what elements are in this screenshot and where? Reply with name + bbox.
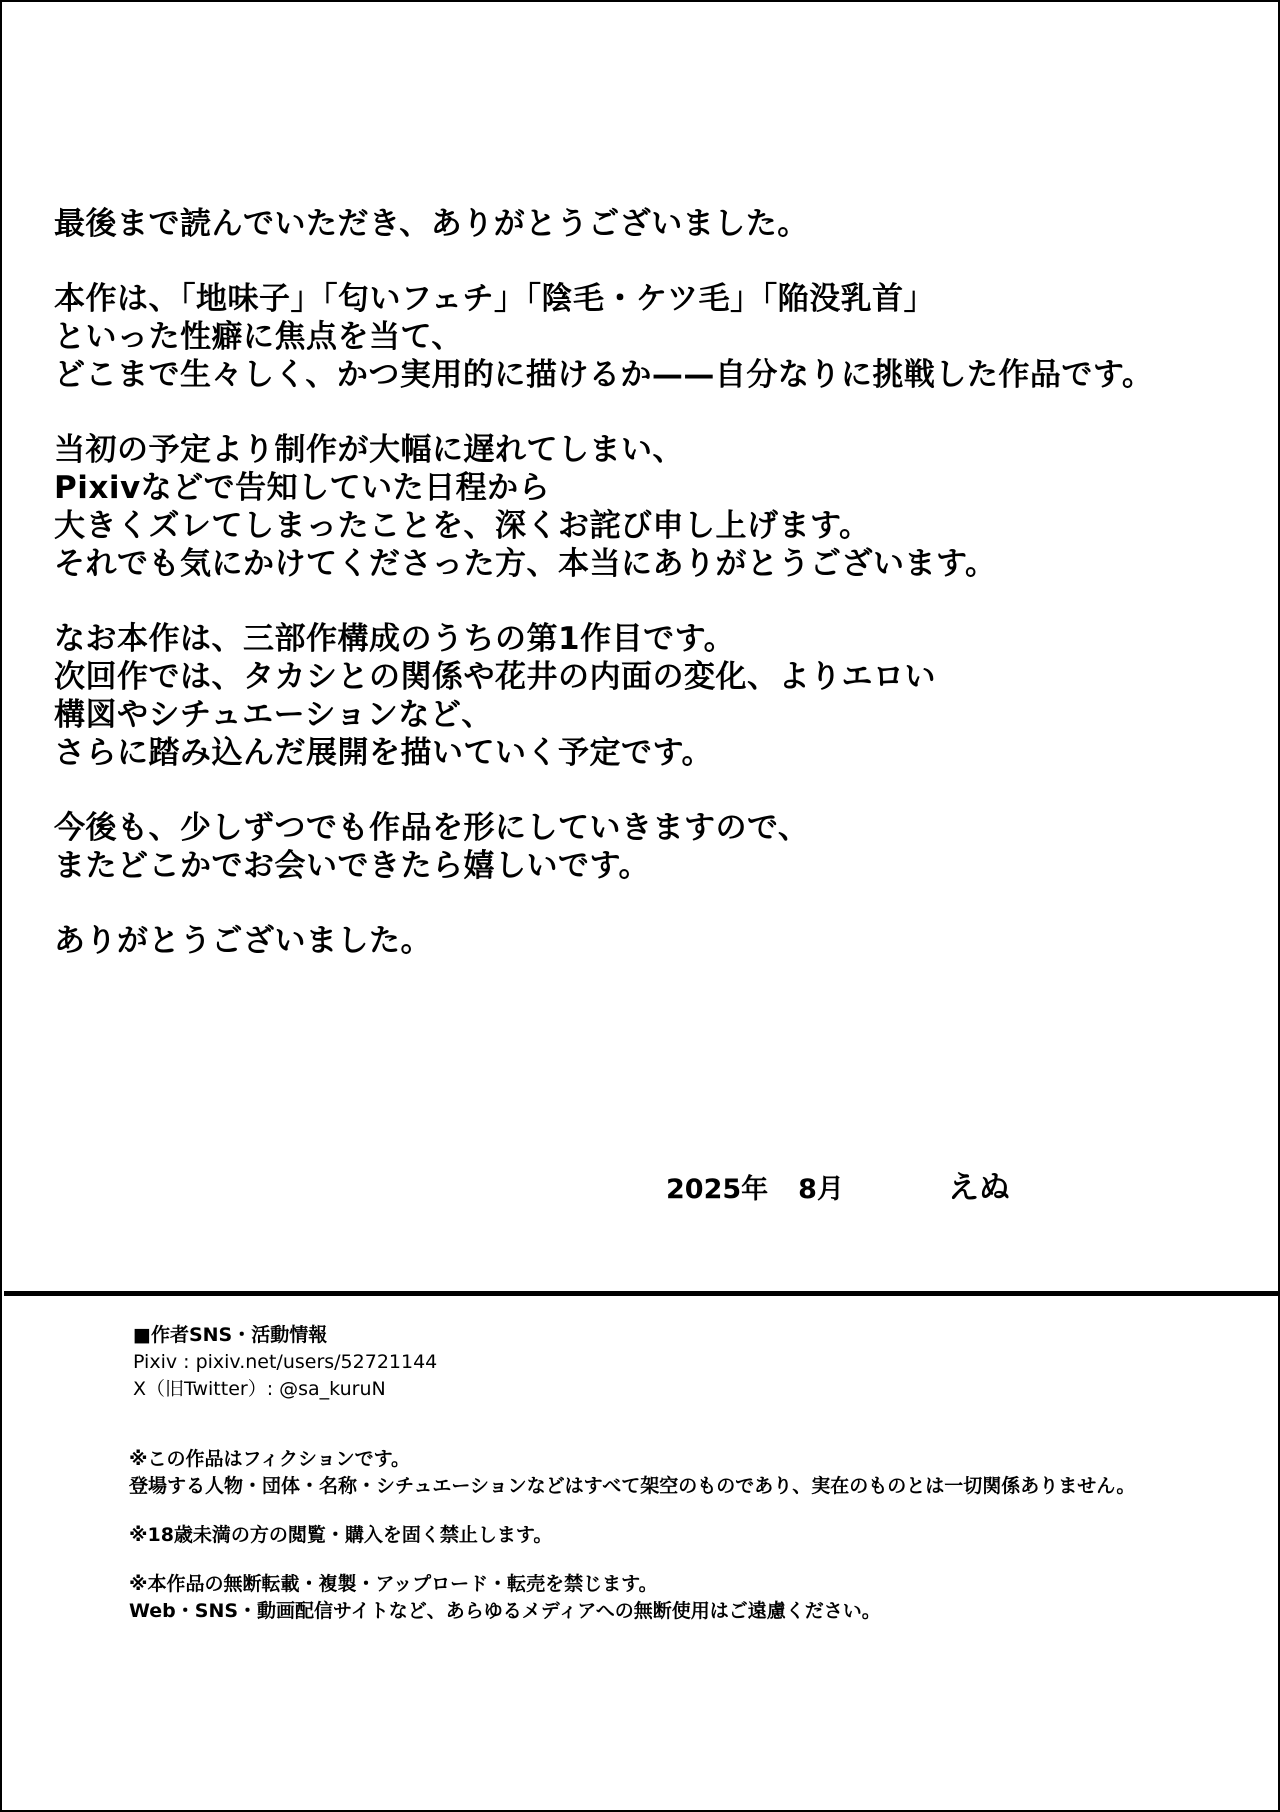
message-line: それでも気にかけてくださった方、本当にありがとうございます。: [54, 546, 997, 582]
message-line: 今後も、少しずつでも作品を形にしていきますので、: [54, 810, 810, 846]
message-line: なお本作は、三部作構成のうちの第1作目です。: [54, 621, 736, 657]
paragraph-concept: [54, 280, 1254, 394]
notice-line: Web・SNS・動画配信サイトなど、あらゆるメディアへの無断使用はご遠慮ください。: [129, 1600, 881, 1622]
pixiv-link: Pixiv : pixiv.net/users/52721144: [133, 1351, 438, 1373]
section-divider: [4, 1291, 1280, 1296]
notice-line: ※本作品の無断転載・複製・アップロード・転売を禁じます。: [129, 1573, 658, 1595]
message-line: またどこかでお会いできたら嬉しいです。: [54, 848, 651, 884]
notice-line: 登場する人物・団体・名称・シチュエーションなどはすべて架空のものであり、実在のものとは一切関係ありません。: [129, 1475, 1136, 1497]
message-line: どこまで生々しく、かつ実用的に描けるか——自分なりに挑戦した作品です。: [54, 357, 1154, 393]
page-border-left: [0, 0, 2, 1812]
message-line: 当初の予定より制作が大幅に遅れてしまい、: [54, 432, 684, 468]
notice-line: ※この作品はフィクションです。: [129, 1448, 411, 1470]
paragraph-series: [54, 620, 1254, 772]
message-line: 大きくズレてしまったことを、深くお詫び申し上げます。: [54, 508, 871, 544]
message-line: ありがとうございました。: [54, 923, 432, 959]
notice-line: ※18歳未満の方の閲覧・購入を固く禁止します。: [129, 1524, 553, 1546]
signature: [666, 1168, 1010, 1210]
message-line: 構図やシチュエーションなど、: [54, 697, 493, 733]
message-line: といった性癖に焦点を当て、: [54, 319, 463, 355]
twitter-handle: X（旧Twitter）: @sa_kuruN: [133, 1378, 386, 1400]
sns-heading: ■作者SNS・活動情報: [133, 1324, 328, 1346]
message-line: Pixivなどで告知していた日程から: [54, 470, 551, 506]
signature-year: 2025年: [666, 1174, 769, 1205]
signature-author: えぬ: [947, 1170, 1010, 1206]
afterword-message: [54, 205, 1254, 997]
message-line: 本作は、「地味子」「匂いフェチ」「陰毛・ケツ毛」「陥没乳首」: [54, 281, 936, 317]
paragraph-apology: [54, 431, 1254, 583]
paragraph-future: [54, 809, 1254, 885]
notice-fiction: [129, 1446, 1135, 1500]
paragraph-thanks: [54, 205, 1254, 243]
notice-age-restriction: [129, 1522, 1135, 1549]
paragraph-closing: [54, 922, 1254, 960]
notices: [129, 1446, 1135, 1647]
page-border-top: [0, 0, 1280, 2]
message-line: 最後まで読んでいただき、ありがとうございました。: [54, 206, 809, 242]
notice-copyright: [129, 1571, 1135, 1625]
author-sns-info: [133, 1322, 437, 1403]
signature-month: 8月: [798, 1174, 844, 1205]
message-line: 次回作では、タカシとの関係や花井の内面の変化、よりエロい: [54, 659, 936, 695]
message-line: さらに踏み込んだ展開を描いていく予定です。: [54, 735, 714, 771]
